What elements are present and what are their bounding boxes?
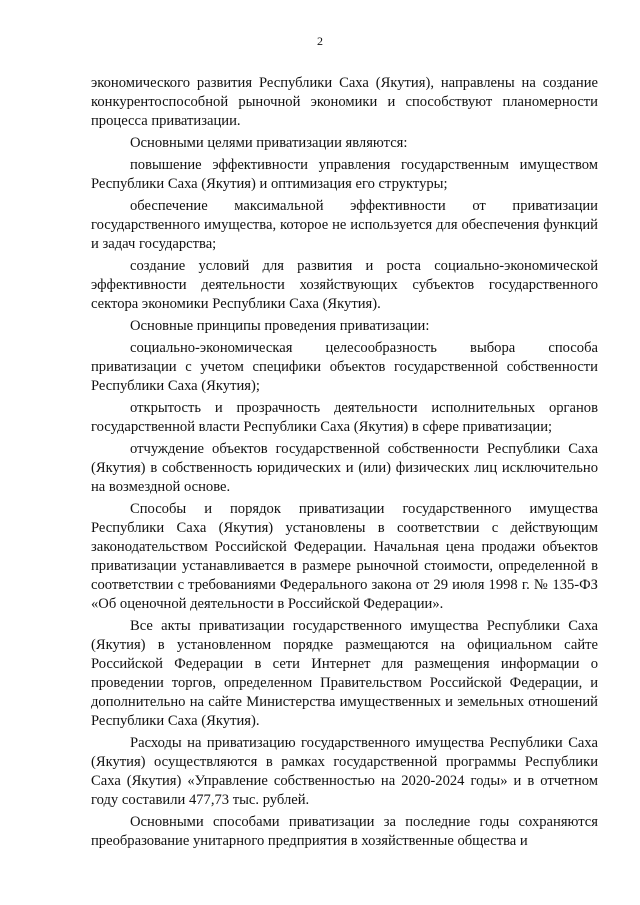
paragraph-goal-item: обеспечение максимальной эффективности от приватизации государственного имущества, которое не используется для обеспечения функций и задач государства; <box>91 198 598 252</box>
document-body <box>91 74 598 854</box>
paragraph-principle-item: открытость и прозрачность деятельности исполнительных органов государственной власти Республики Саха (Якутия) в сфере приватизации; <box>91 400 598 435</box>
paragraph-goal-item: повышение эффективности управления государственным имуществом Республики Саха (Якутия) и оптимизация его структуры; <box>91 157 598 192</box>
paragraph-principles-heading: Основные принципы проведения приватизации: <box>130 318 430 334</box>
paragraph-publication: Все акты приватизации государственного имущества Республики Саха (Якутия) в установленном порядке размещаются на официальном сайте Российской Федерации в сети Интернет для размещения информации о проведении торгов, определенном Правительством Российской Федерации, и дополнительно на сайте Министерства имущественных и земельных отношений Республики Саха (Якутия). <box>91 618 598 729</box>
page-number: 2 <box>317 34 323 48</box>
paragraph-goals-heading: Основными целями приватизации являются: <box>130 135 408 151</box>
paragraph-principle-item: отчуждение объектов государственной собственности Республики Саха (Якутия) в собственность юридических и (или) физических лиц исключительно на возмездной основе. <box>91 441 598 495</box>
paragraph-main-methods: Основными способами приватизации за последние годы сохраняются преобразование унитарного предприятия в хозяйственные общества и <box>91 814 598 849</box>
paragraph-methods: Способы и порядок приватизации государственного имущества Республики Саха (Якутия) установлены в соответствии с действующим законодательством Российской Федерации. Начальная цена продажи объектов приватизации устанавливается в размере рыночной стоимости, определенной в соответствии с требованиями Федерального закона от 29 июля 1998 г. № 135-ФЗ «Об оценочной деятельности в Российской Федерации». <box>91 501 598 612</box>
paragraph-goal-item: создание условий для развития и роста социально-экономической эффективности деятельности хозяйствующих субъектов государственного сектора экономики Республики Саха (Якутия). <box>91 258 598 312</box>
paragraph-expenses: Расходы на приватизацию государственного имущества Республики Саха (Якутия) осуществляются в рамках государственной программы Республики Саха (Якутия) «Управление собственностью на 2020-2024 годы» и в отчетном году составили 477,73 тыс. рублей. <box>91 735 598 808</box>
paragraph-continuation: экономического развития Республики Саха (Якутия), направлены на создание конкурентоспособной рыночной экономики и способствуют планомерности процесса приватизации. <box>91 75 598 129</box>
paragraph-principle-item: социально-экономическая целесообразность выбора способа приватизации с учетом специфики объектов государственной собственности Республики Саха (Якутия); <box>91 340 598 394</box>
